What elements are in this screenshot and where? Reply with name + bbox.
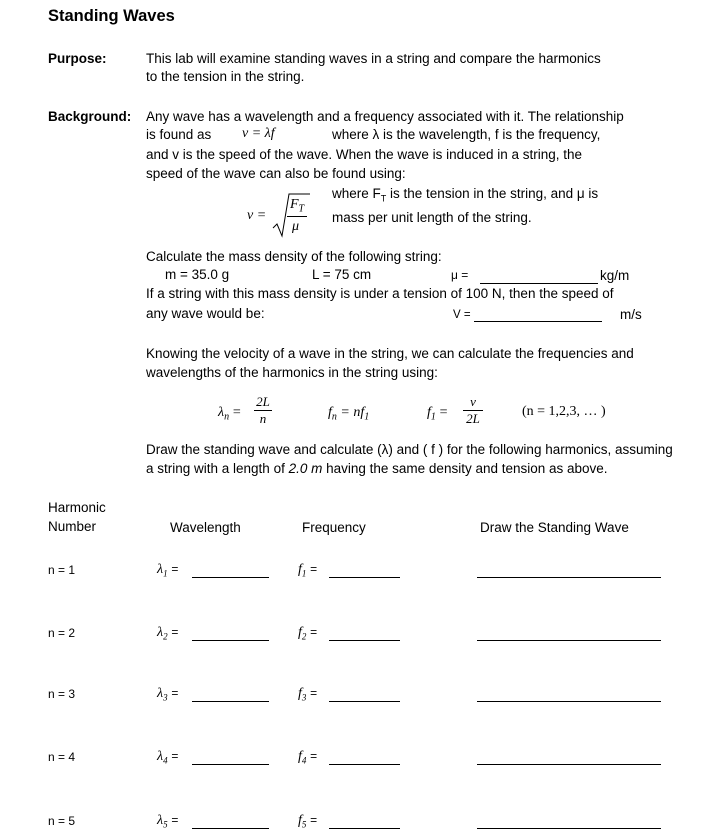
speed-line: any wave would be: xyxy=(146,306,265,321)
frequency-answer-blank[interactable] xyxy=(329,701,400,702)
header-frequency: Frequency xyxy=(302,520,366,535)
v-answer-blank[interactable] xyxy=(474,321,602,322)
given-length: L = 75 cm xyxy=(312,267,372,282)
where-mass-line: mass per unit length of the string. xyxy=(332,210,532,225)
equation-v-sqrt-lhs: v = xyxy=(247,208,267,223)
formula-n-values: (n = 1,2,3, … ) xyxy=(522,404,606,419)
mu-answer-blank[interactable] xyxy=(480,283,598,284)
wavelength-label: $\lambda_1$ = xyxy=(157,562,179,579)
frequency-answer-blank[interactable] xyxy=(329,577,400,578)
draw-instruction-line-1: Draw the standing wave and calculate (λ) and ( f ) for the following harmonics, assuming xyxy=(146,442,673,457)
header-draw-wave: Draw the Standing Wave xyxy=(480,520,629,535)
where-tension-line: where $F_T$ is the tension in the string, and μ is xyxy=(332,186,599,204)
formula-lambda-lhs: $\lambda_n$ = xyxy=(218,405,241,423)
wavelength-label: $\lambda_4$ = xyxy=(157,749,179,766)
wavelength-answer-blank[interactable] xyxy=(192,701,269,702)
harmonic-number: n = 4 xyxy=(48,750,76,764)
harmonic-number: n = 3 xyxy=(48,687,76,701)
background-line-1: Any wave has a wavelength and a frequency associated with it. The relationship xyxy=(146,109,624,124)
formula-lambda-fraction: 2L n xyxy=(254,395,272,426)
harmonic-number: n = 5 xyxy=(48,814,76,828)
calc-prompt: Calculate the mass density of the following string: xyxy=(146,249,442,264)
v-label: V = xyxy=(453,309,471,321)
frequency-label: $f_2$ = xyxy=(298,625,318,642)
sqrt-fraction-bar xyxy=(287,216,307,217)
knowing-line-1: Knowing the velocity of a wave in the string, we can calculate the frequencies and xyxy=(146,346,634,361)
wavelength-answer-blank[interactable] xyxy=(192,764,269,765)
page-title: Standing Waves xyxy=(48,7,175,25)
wavelength-label: $\lambda_2$ = xyxy=(157,625,179,642)
formula-fn: $f_n = nf_1$ xyxy=(328,405,370,423)
frequency-label: $f_3$ = xyxy=(298,686,318,703)
harmonic-number: n = 1 xyxy=(48,563,76,577)
draw-instruction-line-2: a string with a length of 2.0 m having the same density and tension as above. xyxy=(146,461,608,476)
standing-wave-drawing-line[interactable] xyxy=(477,828,661,829)
wavelength-answer-blank[interactable] xyxy=(192,640,269,641)
v-unit: m/s xyxy=(620,307,642,322)
frequency-answer-blank[interactable] xyxy=(329,640,400,641)
harmonic-number: n = 2 xyxy=(48,626,76,640)
purpose-line-1: This lab will examine standing waves in a string and compare the harmonics xyxy=(146,51,601,66)
standing-wave-drawing-line[interactable] xyxy=(477,701,661,702)
header-harmonic: Harmonic xyxy=(48,500,106,515)
frequency-answer-blank[interactable] xyxy=(329,828,400,829)
standing-wave-drawing-line[interactable] xyxy=(477,640,661,641)
wavelength-label: $\lambda_5$ = xyxy=(157,813,179,830)
purpose-label: Purpose: xyxy=(48,51,107,66)
tension-line: If a string with this mass density is under a tension of 100 N, then the speed of xyxy=(146,286,614,301)
frequency-answer-blank[interactable] xyxy=(329,764,400,765)
background-label: Background: xyxy=(48,109,132,124)
standing-wave-drawing-line[interactable] xyxy=(477,577,661,578)
header-wavelength: Wavelength xyxy=(170,520,241,535)
frequency-label: $f_5$ = xyxy=(298,813,318,830)
knowing-line-2: wavelengths of the harmonics in the string using: xyxy=(146,365,438,380)
wavelength-answer-blank[interactable] xyxy=(192,577,269,578)
background-line-2a: is found as xyxy=(146,127,212,142)
background-line-4: speed of the wave can also be found using: xyxy=(146,166,406,181)
sqrt-numerator: $F_T$ xyxy=(289,197,305,215)
wavelength-answer-blank[interactable] xyxy=(192,828,269,829)
formula-f1-fraction: v 2L xyxy=(463,395,483,426)
background-line-2b: where λ is the wavelength, f is the frequency, xyxy=(332,127,601,142)
frequency-label: $f_4$ = xyxy=(298,749,318,766)
wavelength-label: $\lambda_3$ = xyxy=(157,686,179,703)
mu-unit: kg/m xyxy=(600,268,630,283)
frequency-label: $f_1$ = xyxy=(298,562,318,579)
formula-f1-lhs: $f_1$ = xyxy=(427,405,448,423)
header-number: Number xyxy=(48,519,97,534)
purpose-line-2: to the tension in the string. xyxy=(146,69,305,84)
given-mass: m = 35.0 g xyxy=(165,267,230,282)
equation-v-lambda-f: v = λf xyxy=(242,126,275,141)
background-line-3: and v is the speed of the wave. When the wave is induced in a string, the xyxy=(146,147,583,162)
mu-label: μ = xyxy=(451,268,469,282)
standing-wave-drawing-line[interactable] xyxy=(477,764,661,765)
sqrt-denominator: μ xyxy=(292,219,300,234)
